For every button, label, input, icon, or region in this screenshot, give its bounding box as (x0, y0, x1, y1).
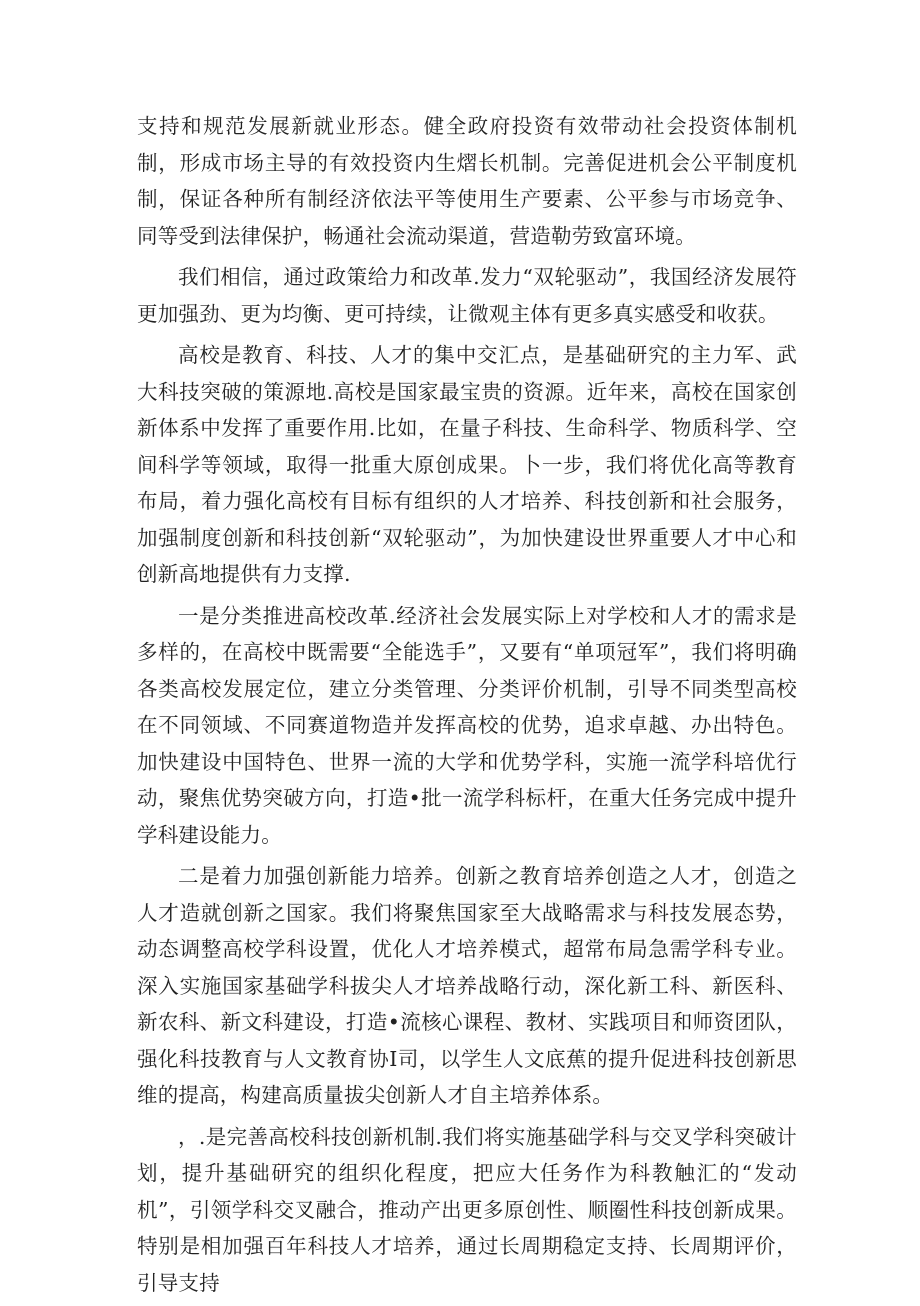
paragraph-classified-reform: 一是分类推进高校改革.经济社会发展实际上对学校和人才的需求是多样的，在高校中既需要“全能选手”，又要有“单项冠军”，我们将明确各类高校发展定位，建立分类管理、分类评价机制，引导不同类型高校在不同领域、不同赛道物造并发挥高校的优势，追求卓越、办出特色。加快建设中国特色、世界一流的大学和优势学科，实施一流学科培优行动，聚焦优势突破方向，打造•批一流学科标杆，在重大任务完成中提升学科建设能力。 (137, 603, 797, 847)
paragraph-innovation-capacity: 二是着力加强创新能力培养。创新之教育培养创造之人才，创造之人才造就创新之国家。我们将聚焦国家至大战略需求与科技发展态势，动态调整高校学科设置，优化人才培养模式，超常布局急需学科专业。深入实施国家基础学科拔尖人才培养战略行动，深化新工科、新医科、新农科、新文科建设，打造•流核心课程、教材、实践项目和师资团队，强化科技教育与人文教育协I司，以学生人文底蕉的提升促进科技创新思维的提高，构建高质量拔尖创新人才自主培养体系。 (137, 864, 797, 1107)
paragraph-research-mechanism: ，.是完善高校科技创新机制.我们将实施基础学科与交叉学科突破计划，提升基础研究的组织化程度，把应大任务作为科教触汇的“发动机”，引领学科交叉融合，推动产出更多原创性、顺圈性科技创新成果。特别是相加强百年科技人才培养，通过长周期稳定支持、长周期评价，引导支持 (137, 1124, 797, 1295)
paragraph-dual-drive-confidence: 我们相信，通过政策给力和改革.发力“双轮驱动”，我国经济发展符更加强劲、更为均衡、更可持续，让微观主体有更多真实感受和收获。 (137, 265, 797, 326)
paragraph-investment-mechanism: 支持和规范发展新就业形态。健全政府投资有效带动社会投资体制机制，形成市场主导的有效投资内生熠长机制。完善促进机会公平制度机制，保证各种所有制经济依法平等使用生产要素、公平参与市场竞争、同等受到法律保护，畅通社会流动渠道，营造勒劳致富环境。 (137, 114, 797, 248)
paragraph-universities-role: 高校是教育、科技、人才的集中交汇点，是基础研究的主力军、武大科技突破的策源地.高校是国家最宝贵的资源。近年来，高校在国家创新体系中发挥了重要作用.比如，在量子科技、生命科学、物质科学、空间科学等领域，取得一批重大原创成果。卜一步，我们将优化高等教育布局，着力强化高校有目标有组织的人才培养、科技创新和社会服务，加强制度创新和科技创新“双轮驱动”，为加快建设世界重要人才中心和创新高地提供有力支撑. (137, 343, 797, 586)
document-body (137, 108, 797, 1306)
